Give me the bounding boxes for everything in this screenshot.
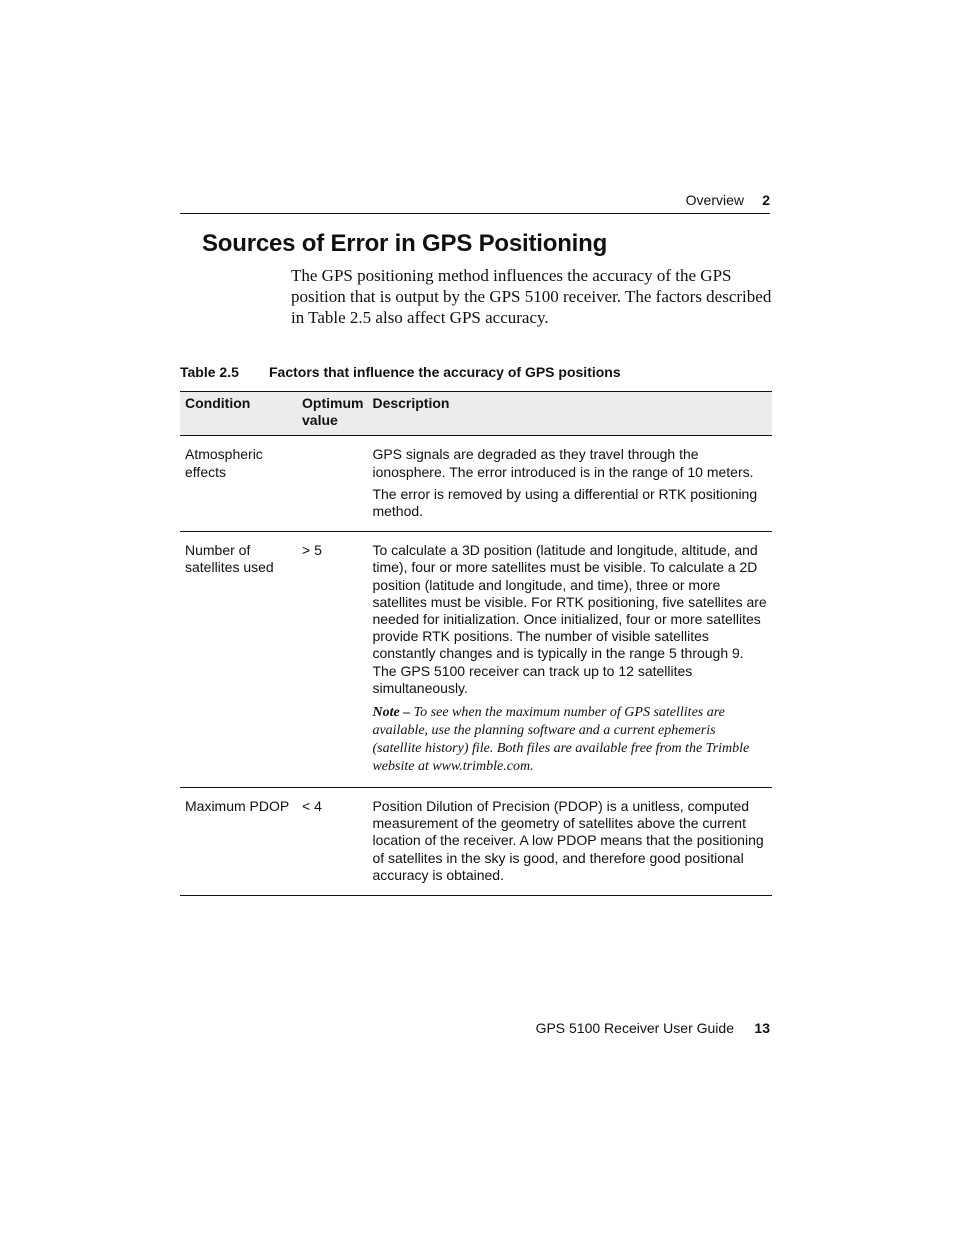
table-header-row (180, 392, 772, 436)
table-row (180, 532, 772, 788)
note-text: To see when the maximum number of GPS satellites are available, use the planning software and a current ephemeris (satellite history) file. Both files are available free from the Trimble website at www.trimble.com. (372, 705, 750, 775)
page-number: 13 (754, 1020, 770, 1036)
description-paragraph: Position Dilution of Precision (PDOP) is a unitless, computed measurement of the geometry of satellites above the current location of the receiver. A low PDOP means that the positioning of satellites in the sky is good, and therefore good positional accuracy is obtained. (372, 798, 764, 883)
description-paragraph: To calculate a 3D position (latitude and longitude, altitude, and time), four or more satellites must be visible. To calculate a 2D position (latitude and longitude, and time), three or more satellites must be visible. For RTK positioning, five satellites are needed for initialization. Once initialized, four or more satellites provide RTK positions. The number of visible satellites constantly changes and is typically in the range 5 through 9. The GPS 5100 receiver can track up to 12 satellites simultaneously. (372, 542, 767, 696)
optimum-cell (297, 436, 367, 532)
description-cell (367, 532, 772, 788)
description-cell (367, 788, 772, 896)
column-header-optimum: Optimum value (302, 395, 364, 429)
table-row (180, 436, 772, 532)
condition-cell: Number of satellites used (185, 542, 274, 576)
page-heading: Sources of Error in GPS Positioning (202, 230, 608, 257)
table-number: Table 2.5 (180, 364, 239, 380)
header-section-title: Overview (685, 192, 744, 208)
header-chapter-number: 2 (762, 192, 770, 208)
optimum-cell: < 4 (302, 798, 322, 815)
column-header-description: Description (372, 395, 450, 411)
condition-cell: Maximum PDOP (185, 798, 290, 815)
intro-paragraph: The GPS positioning method influences the accuracy of the GPS position that is output by the GPS 5100 receiver. The factors described in Table 2.5 also affect GPS accuracy. (291, 266, 772, 327)
description-cell (367, 436, 772, 532)
note-label: Note – (372, 705, 411, 721)
footer-guide-title: GPS 5100 Receiver User Guide (535, 1020, 734, 1036)
description-paragraph: GPS signals are degraded as they travel through the ionosphere. The error introduced is in the range of 10 meters. (372, 446, 754, 480)
factors-table (180, 391, 772, 896)
running-header (180, 191, 770, 214)
note-paragraph (372, 704, 767, 776)
optimum-cell: > 5 (302, 542, 322, 559)
description-paragraph: The error is removed by using a differential or RTK positioning method. (372, 485, 758, 520)
condition-cell: Atmospheric effects (185, 446, 263, 480)
table-caption-text: Factors that influence the accuracy of GPS positions (269, 364, 621, 380)
running-footer (400, 1020, 770, 1038)
column-header-condition: Condition (185, 395, 251, 411)
table-row (180, 788, 772, 896)
